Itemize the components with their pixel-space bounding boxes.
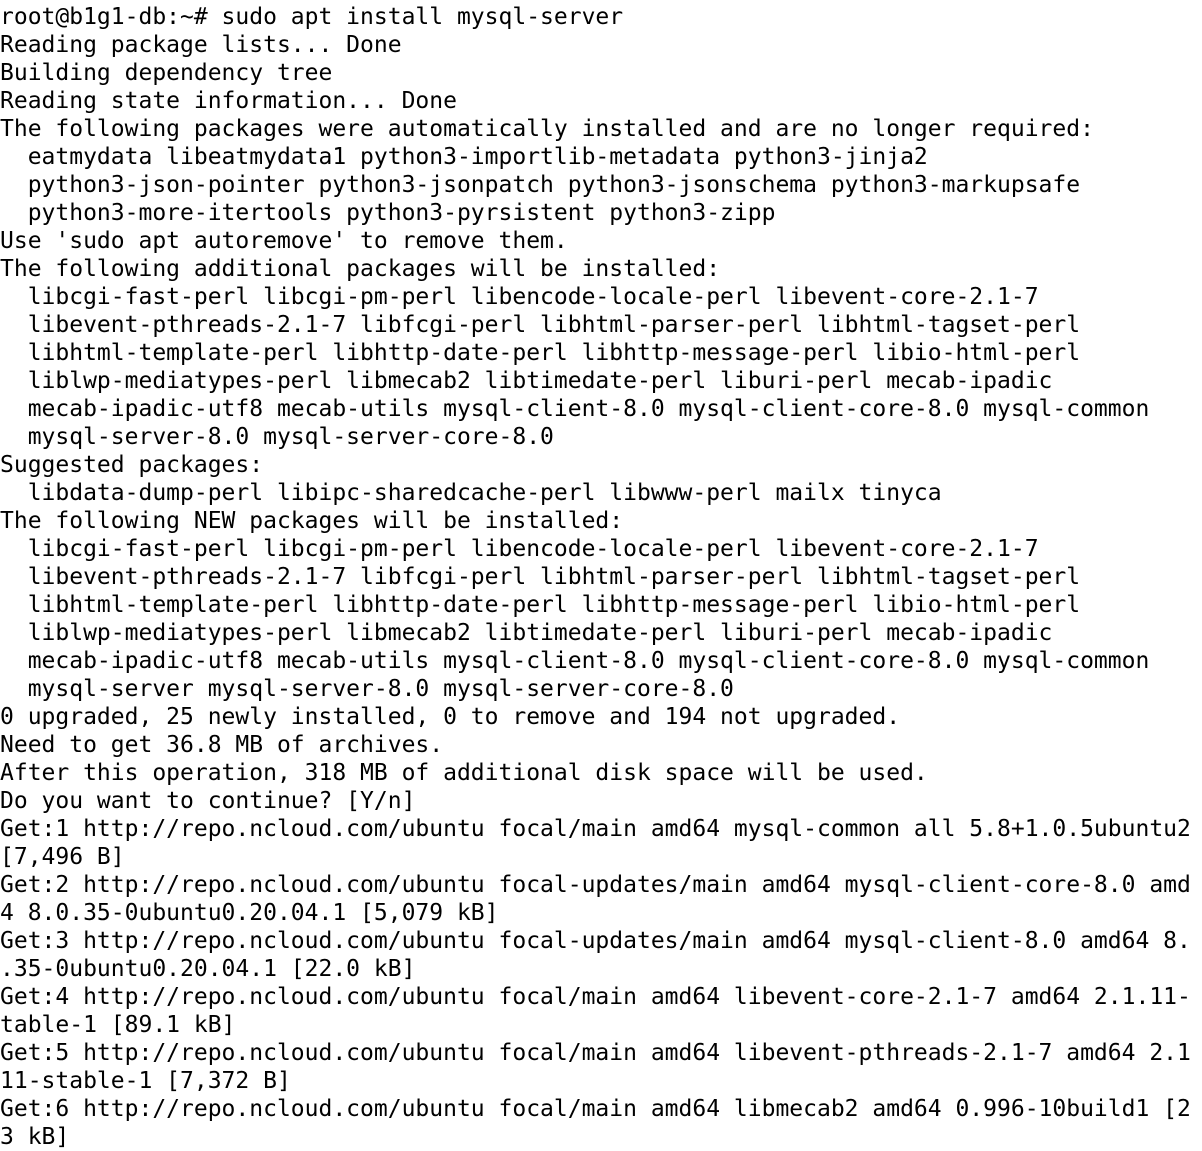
terminal-line: Reading state information... Done (0, 88, 457, 114)
terminal-line: Get:4 http://repo.ncloud.com/ubuntu focal/main amd64 libevent-core-2.1-7 amd64 2.1.11- (0, 984, 1191, 1010)
terminal-line: libevent-pthreads-2.1-7 libfcgi-perl libhtml-parser-perl libhtml-tagset-perl (0, 312, 1081, 338)
terminal-line: libdata-dump-perl libipc-sharedcache-perl libwww-perl mailx tinyca (0, 480, 942, 506)
terminal-line: 11-stable-1 [7,372 B] (0, 1068, 291, 1094)
terminal-line: root@b1g1-db:~# sudo apt install mysql-server (0, 4, 624, 30)
terminal-line: Get:1 http://repo.ncloud.com/ubuntu focal/main amd64 mysql-common all 5.8+1.0.5ubuntu2 (0, 816, 1191, 842)
terminal-line: mysql-server mysql-server-8.0 mysql-server-core-8.0 (0, 676, 734, 702)
terminal-line: table-1 [89.1 kB] (0, 1012, 236, 1038)
terminal-line: eatmydata libeatmydata1 python3-importlib-metadata python3-jinja2 (0, 144, 928, 170)
terminal-line: libhtml-template-perl libhttp-date-perl libhttp-message-perl libio-html-perl (0, 592, 1081, 618)
terminal-line: liblwp-mediatypes-perl libmecab2 libtimedate-perl liburi-perl mecab-ipadic (0, 620, 1053, 646)
terminal-line: mysql-server-8.0 mysql-server-core-8.0 (0, 424, 554, 450)
terminal-line: python3-more-itertools python3-pyrsistent python3-zipp (0, 200, 776, 226)
terminal-line: After this operation, 318 MB of additional disk space will be used. (0, 760, 928, 786)
terminal-line: libcgi-fast-perl libcgi-pm-perl libencode-locale-perl libevent-core-2.1-7 (0, 284, 1039, 310)
terminal-line: python3-json-pointer python3-jsonpatch python3-jsonschema python3-markupsafe (0, 172, 1081, 198)
terminal-output (0, 3, 1191, 1151)
terminal-line: .35-0ubuntu0.20.04.1 [22.0 kB] (0, 956, 416, 982)
terminal-line: Reading package lists... Done (0, 32, 402, 58)
terminal-line: Get:3 http://repo.ncloud.com/ubuntu focal-updates/main amd64 mysql-client-8.0 amd64 8. (0, 928, 1191, 954)
terminal-line: mecab-ipadic-utf8 mecab-utils mysql-client-8.0 mysql-client-core-8.0 mysql-common (0, 396, 1150, 422)
terminal-line: The following packages were automatically installed and are no longer required: (0, 116, 1094, 142)
terminal-line: libcgi-fast-perl libcgi-pm-perl libencode-locale-perl libevent-core-2.1-7 (0, 536, 1039, 562)
terminal-line: Building dependency tree (0, 60, 333, 86)
terminal-line: 4 8.0.35-0ubuntu0.20.04.1 [5,079 kB] (0, 900, 499, 926)
terminal-line: Do you want to continue? [Y/n] (0, 788, 416, 814)
terminal-line: mecab-ipadic-utf8 mecab-utils mysql-client-8.0 mysql-client-core-8.0 mysql-common (0, 648, 1150, 674)
terminal-line: Get:6 http://repo.ncloud.com/ubuntu focal/main amd64 libmecab2 amd64 0.996-10build1 [2 (0, 1096, 1191, 1122)
terminal-line: [7,496 B] (0, 844, 125, 870)
terminal-line: Use 'sudo apt autoremove' to remove them. (0, 228, 568, 254)
terminal-line: The following additional packages will be installed: (0, 256, 721, 282)
terminal-line: libevent-pthreads-2.1-7 libfcgi-perl libhtml-parser-perl libhtml-tagset-perl (0, 564, 1081, 590)
terminal-line: Get:2 http://repo.ncloud.com/ubuntu focal-updates/main amd64 mysql-client-core-8.0 amd (0, 872, 1191, 898)
terminal-line: libhtml-template-perl libhttp-date-perl libhttp-message-perl libio-html-perl (0, 340, 1081, 366)
terminal-line: Get:5 http://repo.ncloud.com/ubuntu focal/main amd64 libevent-pthreads-2.1-7 amd64 2.1 (0, 1040, 1191, 1066)
terminal-line: 3 kB] (0, 1124, 70, 1150)
terminal-line: Need to get 36.8 MB of archives. (0, 732, 444, 758)
terminal-line: liblwp-mediatypes-perl libmecab2 libtimedate-perl liburi-perl mecab-ipadic (0, 368, 1053, 394)
terminal-line: 0 upgraded, 25 newly installed, 0 to remove and 194 not upgraded. (0, 704, 901, 730)
terminal-line: The following NEW packages will be installed: (0, 508, 624, 534)
terminal-line: Suggested packages: (0, 452, 264, 478)
